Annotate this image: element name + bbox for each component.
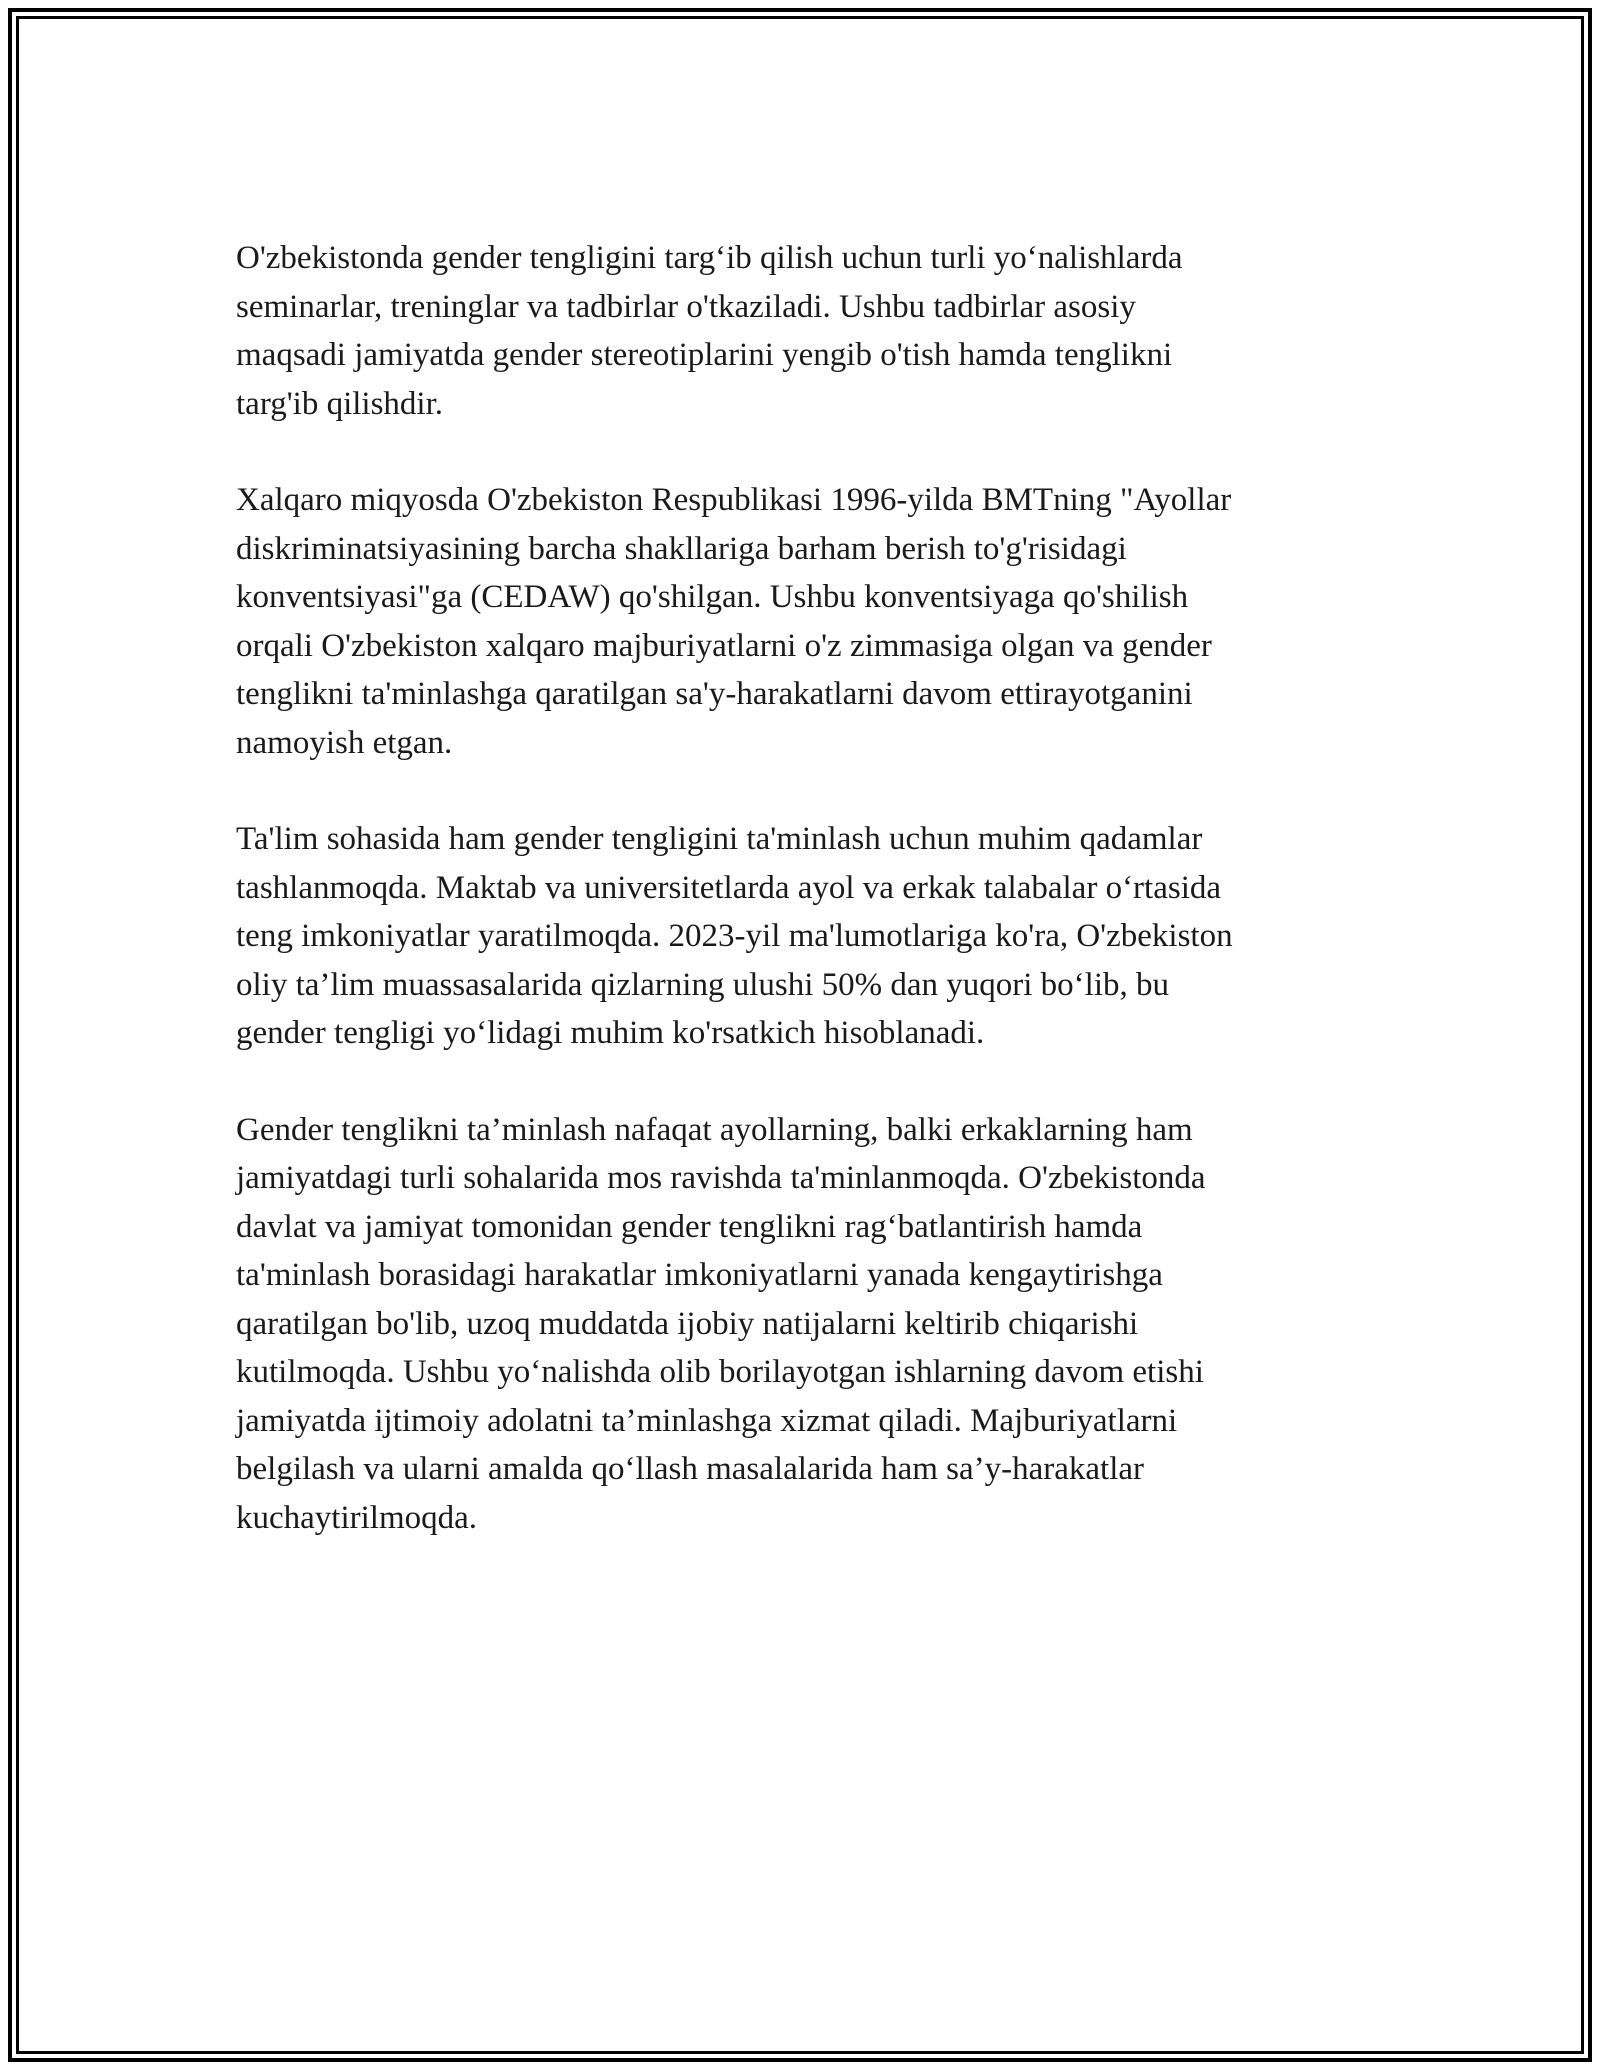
paragraph-3: Ta'lim sohasida ham gender tengligini ta'minlash uchun muhim qadamlar tashlanmoqda. Maktab va universitetlarda ayol va erkak talabalar o‘rtasida teng imkoniyatlar yaratilmoqda. 2023-yil ma'lumotlariga ko'ra, O'zbekiston oliy ta’lim muassasalarida qizlarning ulushi 50% dan yuqori bo‘lib, bu gender tengligi yo‘lidagi muhim ko'rsatkich hisoblanadi. xyxy=(236,821,1233,1051)
paragraph-4: Gender tenglikni ta’minlash nafaqat ayollarning, balki erkaklarning ham jamiyatdagi turli sohalarida mos ravishda ta'minlanmoqda. O'zbekistonda davlat va jamiyat tomonidan gender tenglikni rag‘batlantirish hamda ta'minlash borasidagi harakatlar imkoniyatlarni yanada kengaytirishga qaratilgan bo'lib, uzoq muddatda ijobiy natijalarni keltirib chiqarishi kutilmoqda. Ushbu yo‘nalishda olib borilayotgan ishlarning davom etishi jamiyatda ijtimoiy adolatni ta’minlashga xizmat qiladi. Majburiyatlarni belgilash va ularni amalda qo‘llash masalalarida ham sa’y-harakatlar kuchaytirilmoqda. xyxy=(236,1111,1206,1536)
paragraph-2: Xalqaro miqyosda O'zbekiston Respublikasi 1996-yilda BMTning "Ayollar diskriminatsiyasining barcha shakllariga barham berish to'g'risidagi konventsiyasi"ga (CEDAW) qo'shilgan. Ushbu konventsiyaga qo'shilish orqali O'zbekiston xalqaro majburiyatlarni o'z zimmasiga olgan va gender tenglikni ta'minlashga qaratilgan sa'y-harakatlarni davom ettirayotganini namoyish etgan. xyxy=(236,482,1232,761)
paragraph-1: O'zbekistonda gender tengligini targ‘ib qilish uchun turli yo‘nalishlarda seminarlar, treninglar va tadbirlar o'tkaziladi. Ushbu tadbirlar asosiy maqsadi jamiyatda gender stereotiplarini yengib o'tish hamda tenglikni targ'ib qilishdir. xyxy=(236,240,1183,422)
document-body xyxy=(236,234,1356,1590)
